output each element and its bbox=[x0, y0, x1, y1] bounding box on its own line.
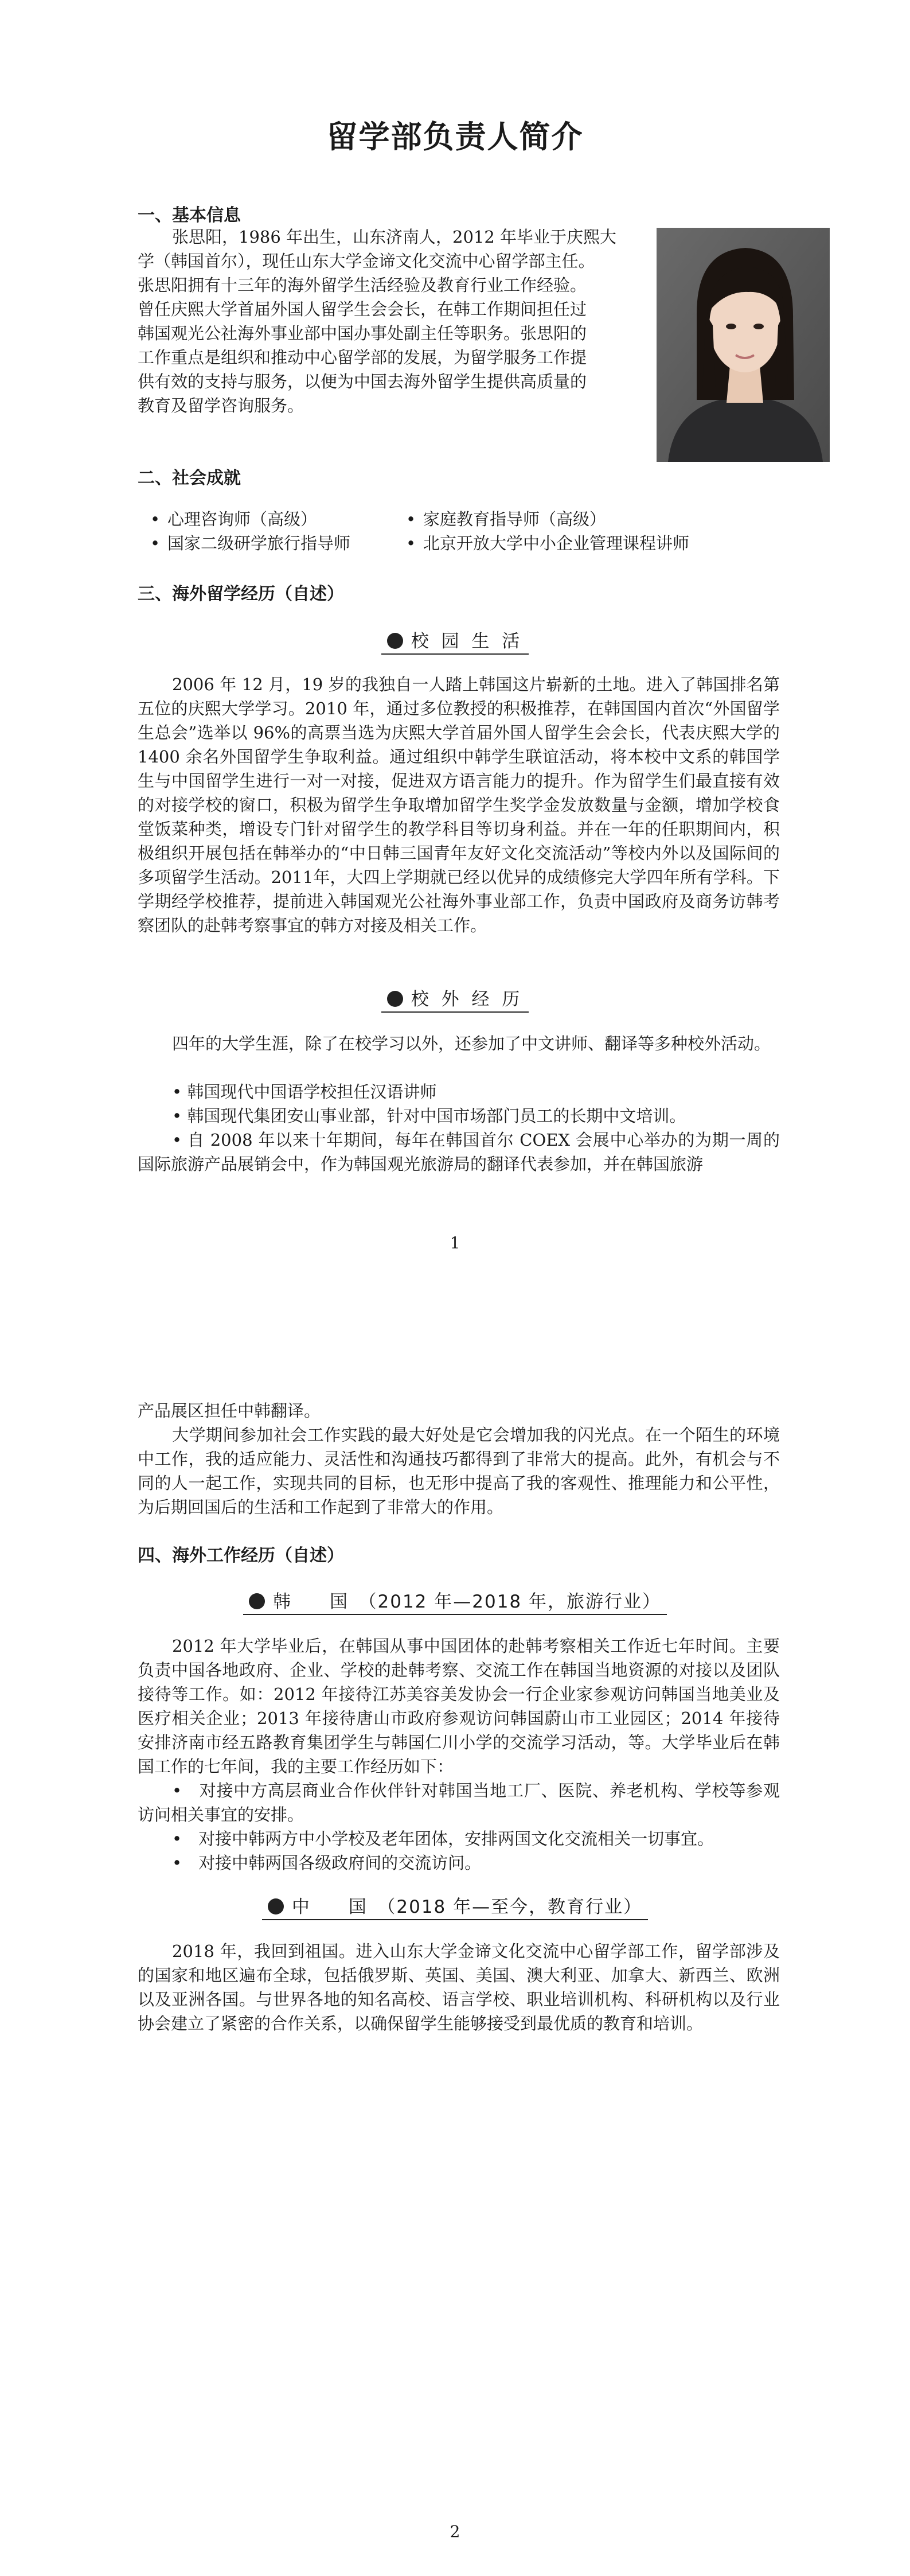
page-title: 留学部负责人简介 bbox=[326, 119, 584, 155]
china-work-text: 2018 年，我回到祖国。进入山东大学金谛文化交流中心留学部工作，留学部涉及的国家和地区遍布全球，包括俄罗斯、英国、美国、澳大利亚、加拿大、新西兰、欧洲以及亚洲各国。与世界各地的知名高校、语言学校、职业培训机构、科研机构以及行业协会建立了紧密的合作关系，以确保留学生能够接受到最优质的教育和培训。 bbox=[138, 1941, 780, 2033]
off-campus-list bbox=[138, 1080, 780, 1176]
bullet-dot-icon bbox=[387, 991, 403, 1007]
subheading-campus-life: 校 园 生 活 bbox=[0, 627, 910, 655]
subheading-off-campus: 校 外 经 历 bbox=[0, 985, 910, 1013]
page-number: 1 bbox=[450, 1233, 460, 1252]
basic-line: 韩国观光公社海外事业部中国办事处副主任等职务。张思阳的 bbox=[138, 324, 587, 343]
subheading-china: 中 国 （2018 年—至今，教育行业） bbox=[0, 1892, 910, 1920]
section-heading-study: 三、海外留学经历（自述） bbox=[138, 584, 344, 604]
list-item: • 韩国现代集团安山事业部，针对中国市场部门员工的长期中文培训。 bbox=[172, 1106, 686, 1126]
bullet-dot-icon bbox=[249, 1593, 265, 1609]
social-item: • 国家二级研学旅行指导师 bbox=[150, 534, 351, 553]
portrait-illustration bbox=[657, 228, 830, 462]
basic-line: 曾任庆熙大学首届外国人留学生会会长，在韩工作期间担任过 bbox=[138, 299, 587, 319]
basic-line: 学（韩国首尔），现任山东大学金谛文化交流中心留学部主任。 bbox=[138, 251, 595, 271]
subheading-korea: 韩 国 （2012 年—2018 年，旅游行业） bbox=[0, 1587, 910, 1615]
basic-line: 张思阳，1986 年出生，山东济南人，2012 年毕业于庆熙大 bbox=[172, 227, 617, 247]
list-item: • 对接中韩两方中小学校及老年团体，安排两国文化交流相关一切事宜。 bbox=[172, 1829, 714, 1849]
social-item: • 心理咨询师（高级） bbox=[150, 509, 318, 529]
section-heading-work: 四、海外工作经历（自述） bbox=[138, 1546, 344, 1566]
korea-work-list bbox=[138, 1779, 780, 1875]
korea-work-text: 2012 年大学毕业后，在韩国从事中国团体的赴韩考察相关工作近七年时间。主要负责中国各地政府、企业、学校的赴韩考察、交流工作在韩国当地资源的对接以及团队接待等工作。如：2012 年接待江苏美容美发协会一行企业家参观访问韩国当地美业及医疗相关企业；2013 年接待唐山市政府参观访问韩国蔚山市工业园区；2014 年接待安排济南市经五路教育集团学生与韩国仁川小学的交流学习活动，等。大学毕业后在韩国工作的七年间，我的主要工作经历如下： bbox=[138, 1636, 780, 1776]
list-item: • 韩国现代中国语学校担任汉语讲师 bbox=[172, 1082, 437, 1102]
off-campus-continued: 产品展区担任中韩翻译。 bbox=[138, 1401, 321, 1421]
portrait-photo bbox=[657, 228, 830, 462]
social-item: • 家庭教育指导师（高级） bbox=[406, 509, 607, 529]
basic-info-text bbox=[138, 225, 642, 418]
bullet-dot-icon bbox=[268, 1898, 284, 1915]
bullet-dot-icon bbox=[387, 633, 403, 649]
section-heading-social: 二、社会成就 bbox=[138, 468, 241, 488]
list-item: • 对接中韩两国各级政府间的交流访问。 bbox=[172, 1853, 482, 1873]
off-campus-summary: 大学期间参加社会工作实践的最大好处是它会增加我的闪光点。在一个陌生的环境中工作，我的适应能力、灵活性和沟通技巧都得到了非常大的提高。此外，有机会与不同的人一起工作，实现共同的目标，也无形中提高了我的客观性、推理能力和公平性，为后期回国后的生活和工作起到了非常大的作用。 bbox=[138, 1425, 780, 1517]
section-heading-basic-info: 一、基本信息 bbox=[138, 205, 241, 225]
campus-life-text: 2006 年 12 月，19 岁的我独自一人踏上韩国这片崭新的土地。进入了韩国排名第五位的庆熙大学学习。2010 年，通过多位教授的积极推荐，在韩国国内首次“外国留学生总会”选举以 96%的高票当选为庆熙大学首届外国人留学生会会长，代表庆熙大学的 1400 余名外国留学生争取利益。通过组织中韩学生联谊活动，将本校中文系的韩国学生与中国留学生进行一对一对接，促进双方语言能力的提升。作为留学生们最直接有效的对接学校的窗口，积极为留学生争取增加留学生奖学金发放数量与金额，增加学校食堂饭菜种类，增设专门针对留学生的教学科目等切身利益。并在一年的任职期间内，积极组织开展包括在韩举办的“中日韩三国青年友好文化交流活动”等校内外以及国际间的多项留学生活动。2011年，大四上学期就已经以优异的成绩修完大学四年所有学科。下学期经学校推荐，提前进入韩国观光公社海外事业部工作，负责中国政府及商务访韩考察团队的赴韩考察事宜的韩方对接及相关工作。 bbox=[138, 675, 780, 935]
basic-line: 工作重点是组织和推动中心留学部的发展，为留学服务工作提 bbox=[138, 348, 587, 367]
basic-line: 张思阳拥有十三年的海外留学生活经验及教育行业工作经验。 bbox=[138, 275, 587, 295]
off-campus-intro: 四年的大学生涯，除了在校学习以外，还参加了中文讲师、翻译等多种校外活动。 bbox=[172, 1034, 771, 1053]
list-item: • 对接中方高层商业合作伙伴针对韩国当地工厂、医院、养老机构、学校等参观访问相关事宜的安排。 bbox=[138, 1781, 780, 1824]
list-item: • 自 2008 年以来十年期间，每年在韩国首尔 COEX 会展中心举办的为期一周的国际旅游产品展销会中，作为韩国观光旅游局的翻译代表参加，并在韩国旅游 bbox=[138, 1130, 780, 1174]
basic-line: 教育及留学咨询服务。 bbox=[138, 396, 304, 415]
basic-line: 供有效的支持与服务，以便为中国去海外留学生提供高质量的 bbox=[138, 372, 587, 391]
social-item: • 北京开放大学中小企业管理课程讲师 bbox=[406, 534, 690, 553]
page-number: 2 bbox=[450, 2522, 460, 2541]
